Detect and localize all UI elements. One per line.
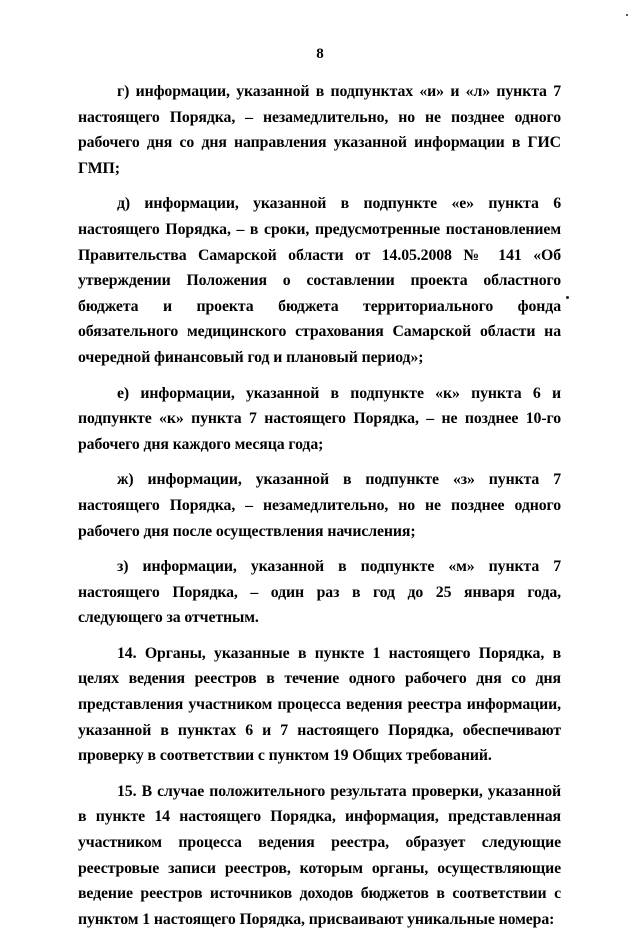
scan-speck <box>626 14 628 16</box>
paragraph-z: з) информации, указанной в подпункте «м» пункта 7 настоящего Порядка, – один раз в год до 25 января года, следующего за отчетным. <box>78 558 561 627</box>
paragraph-e: е) информации, указанной в подпункте «к» пункта 6 и подпункте «к» пункта 7 настоящего Порядка, – не позднее 10-го рабочего дня каждого месяца года; <box>78 384 561 453</box>
paragraph-zh: ж) информации, указанной в подпункте «з» пункта 7 настоящего Порядка, – незамедлительно, но не позднее одного рабочего дня после осуществления начисления; <box>78 471 561 540</box>
page-number: 8 <box>316 46 324 62</box>
scan-speck <box>566 296 569 299</box>
paragraph-g: г) информации, указанной в подпунктах «и» и «л» пункта 7 настоящего Порядка, – незамедлительно, но не позднее одного рабочего дня со дня направления указанной информации в ГИС ГМП; <box>78 83 561 177</box>
paragraph-14: 14. Органы, указанные в пункте 1 настоящего Порядка, в целях ведения реестров в течение одного рабочего дня со дня представления участником процесса ведения реестра информации, указанной в пунктах 6 и 7 настоящего Порядка, обеспечивают проверку в соответствии с пунктом 19 Общих требований. <box>78 644 561 765</box>
paragraph-15: 15. В случае положительного результата проверки, указанной в пункте 14 настоящего Порядка, информация, представленная участником процесса ведения реестра, образует следующие реестровые записи реестров, которым органы, осуществляющие ведение реестров источников доходов бюджетов в соответствии с пунктом 1 настоящего Порядка, присваивают уникальные номера: <box>78 782 561 928</box>
document-body <box>78 79 561 942</box>
paragraph-d: д) информации, указанной в подпункте «е» пункта 6 настоящего Порядка, – в сроки, предусмотренные постановлением Правительства Самарской области от 14.05.2008 № 141 «Об утверждении Положения о составлении проекта областного бюджета и проекта бюджета территориального фонда обязательного медицинского страхования Самарской области на очередной финансовый год и плановый период»; <box>78 195 561 366</box>
